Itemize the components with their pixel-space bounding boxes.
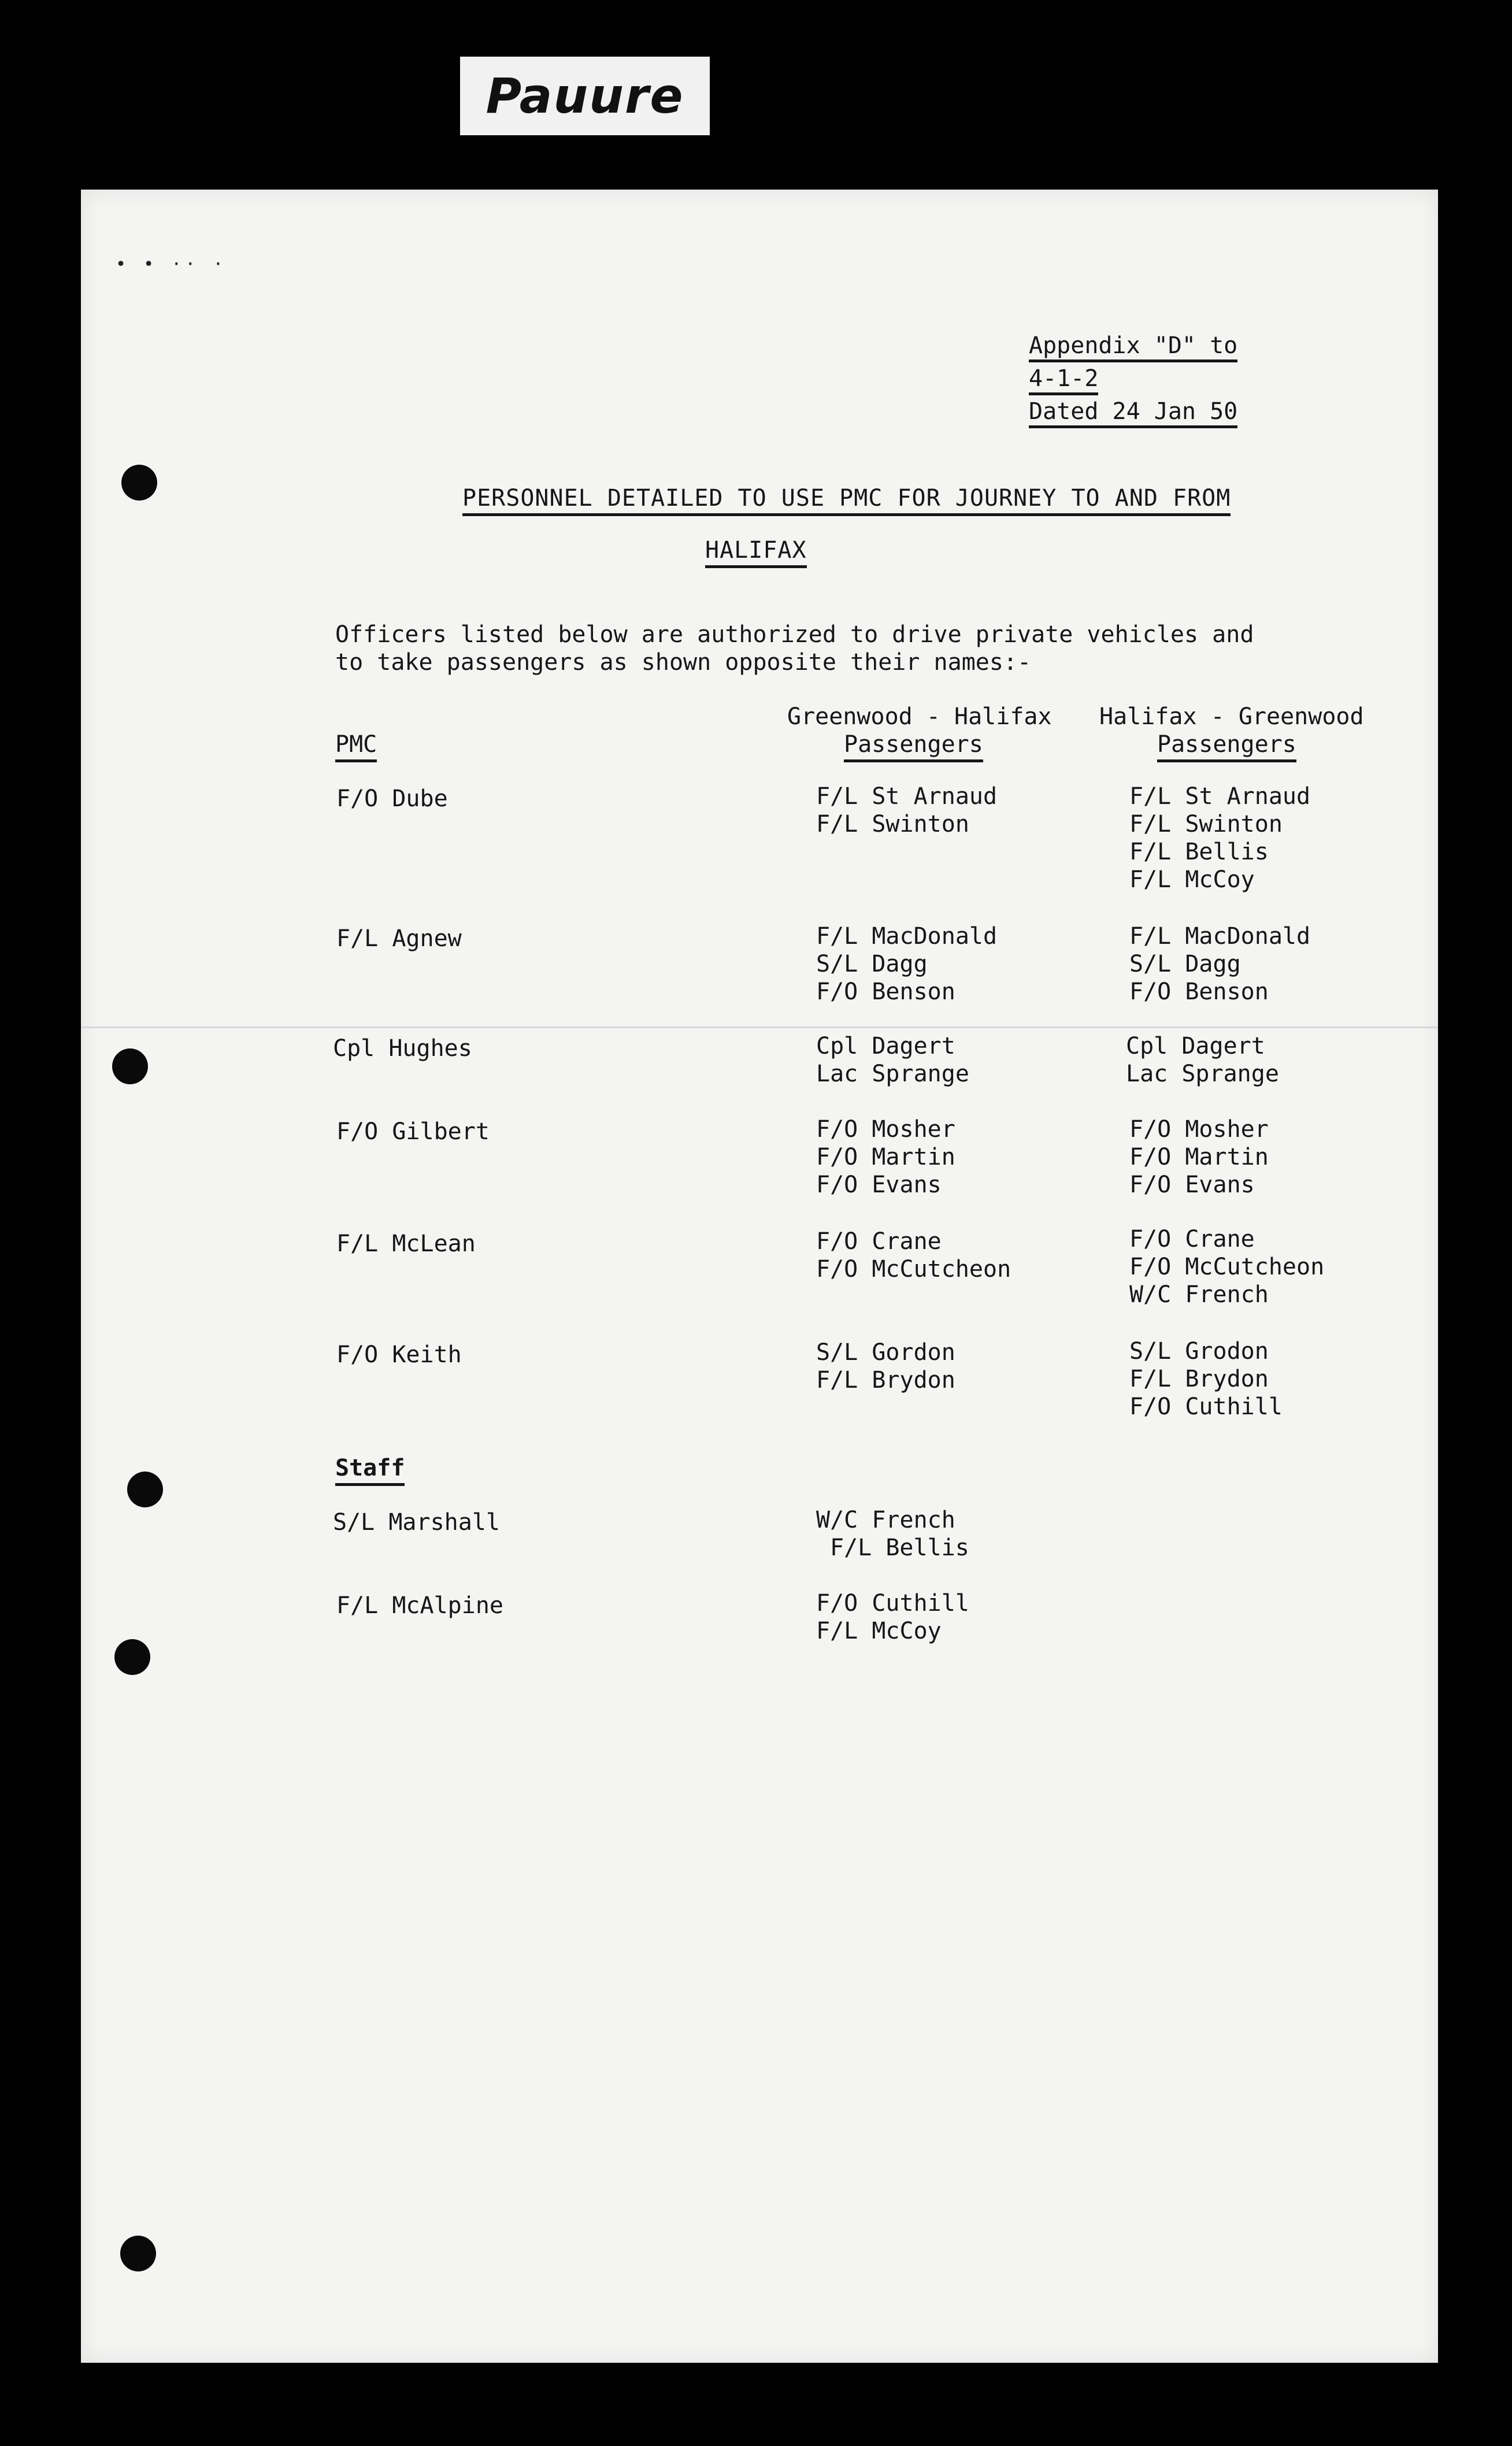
hg-passengers [1129, 922, 1310, 1006]
passenger: F/O Mosher [816, 1116, 955, 1143]
passenger: S/L Dagg [1129, 951, 1241, 977]
document-page [81, 190, 1438, 2363]
passenger: F/L St Arnaud [1129, 783, 1311, 810]
driver-name: F/L McLean [336, 1231, 476, 1257]
passenger: Lac Sprange [1126, 1061, 1279, 1087]
appendix-line: 4-1-2 [1029, 365, 1098, 395]
punch-hole [127, 1472, 163, 1507]
punch-hole [120, 2236, 156, 2271]
passenger: F/L Swinton [816, 811, 969, 837]
passenger: F/L MacDonald [1129, 923, 1311, 950]
punch-hole [112, 1048, 148, 1084]
gh-passengers [816, 1339, 955, 1394]
staff-heading: Staff [335, 1454, 405, 1486]
passenger: S/L Dagg [816, 951, 928, 977]
document-title: PERSONNEL DETAILED TO USE PMC FOR JOURNEY TO AND FROM [462, 484, 1231, 516]
appendix-date: Dated 24 Jan 50 [1029, 398, 1237, 428]
margin-marks: • • ·· · [116, 254, 227, 275]
appendix-reference [1029, 332, 1237, 431]
passenger: F/L Brydon [1129, 1366, 1269, 1392]
route-header-greenwood-halifax: Greenwood - Halifax [787, 703, 1052, 730]
gh-passengers [816, 1589, 969, 1645]
appendix-line: Appendix "D" to [1029, 332, 1237, 362]
pmc-header: PMC [335, 731, 377, 762]
passenger: F/O Martin [1129, 1144, 1269, 1170]
passenger: Lac Sprange [816, 1061, 969, 1087]
gh-passengers [816, 1228, 1011, 1283]
gh-passengers [816, 1115, 955, 1199]
hg-passengers [1129, 1115, 1269, 1199]
intro-text: to take passengers as shown opposite their names:- [335, 649, 1032, 676]
passenger: Cpl Dagert [1126, 1033, 1265, 1059]
passenger: F/L Swinton [1129, 811, 1283, 837]
driver-name: F/O Keith [336, 1341, 462, 1368]
driver-name: F/L Agnew [336, 925, 462, 952]
passenger: W/C French [816, 1507, 955, 1533]
intro-text: Officers listed below are authorized to drive private vehicles and [335, 621, 1254, 648]
passenger: F/O Evans [816, 1172, 942, 1198]
fold-line [81, 1026, 1438, 1028]
passenger: F/L McCoy [1129, 866, 1255, 893]
punch-hole [114, 1639, 150, 1675]
passenger: F/L Bellis [830, 1535, 969, 1561]
passengers-header: Passengers [1157, 731, 1296, 762]
route-header-halifax-greenwood: Halifax - Greenwood [1099, 703, 1364, 730]
driver-name: F/O Dube [336, 785, 448, 812]
hg-passengers [1129, 1337, 1283, 1421]
passenger: F/O Benson [816, 979, 955, 1005]
passengers-header: Passengers [844, 731, 983, 762]
driver-name: S/L Marshall [333, 1509, 500, 1536]
driver-name: F/L McAlpine [336, 1592, 503, 1619]
passenger: F/O Benson [1129, 979, 1269, 1005]
document-title-line2: HALIFAX [705, 536, 807, 568]
hg-passengers [1129, 1225, 1324, 1309]
passenger: S/L Grodon [1129, 1338, 1269, 1365]
passenger: F/O Cuthill [1129, 1394, 1283, 1420]
passenger: F/O Evans [1129, 1172, 1255, 1198]
hg-passengers [1129, 783, 1310, 894]
driver-name: Cpl Hughes [333, 1035, 472, 1062]
hg-passengers [1126, 1032, 1279, 1088]
gh-passengers [816, 1032, 969, 1088]
passenger: F/O Martin [816, 1144, 955, 1170]
passenger: F/O McCutcheon [1129, 1254, 1325, 1280]
passenger: F/O Mosher [1129, 1116, 1269, 1143]
passenger: F/L MacDonald [816, 923, 998, 950]
gh-passengers [816, 922, 997, 1006]
passenger: F/O Crane [1129, 1226, 1255, 1252]
gh-passengers [816, 783, 997, 838]
passenger: F/O McCutcheon [816, 1256, 1011, 1283]
passenger: F/O Crane [816, 1228, 942, 1255]
passenger: Cpl Dagert [816, 1033, 955, 1059]
file-tag-label: Pauure [460, 57, 710, 135]
passenger: F/L Bellis [1129, 839, 1269, 865]
gh-passengers [816, 1506, 969, 1562]
passenger: F/O Cuthill [816, 1590, 969, 1617]
punch-hole [121, 465, 157, 501]
passenger: W/C French [1129, 1281, 1269, 1308]
passenger: F/L St Arnaud [816, 783, 998, 810]
passenger: S/L Gordon [816, 1339, 955, 1366]
passenger: F/L McCoy [816, 1618, 942, 1644]
driver-name: F/O Gilbert [336, 1118, 490, 1145]
passenger: F/L Brydon [816, 1367, 955, 1394]
